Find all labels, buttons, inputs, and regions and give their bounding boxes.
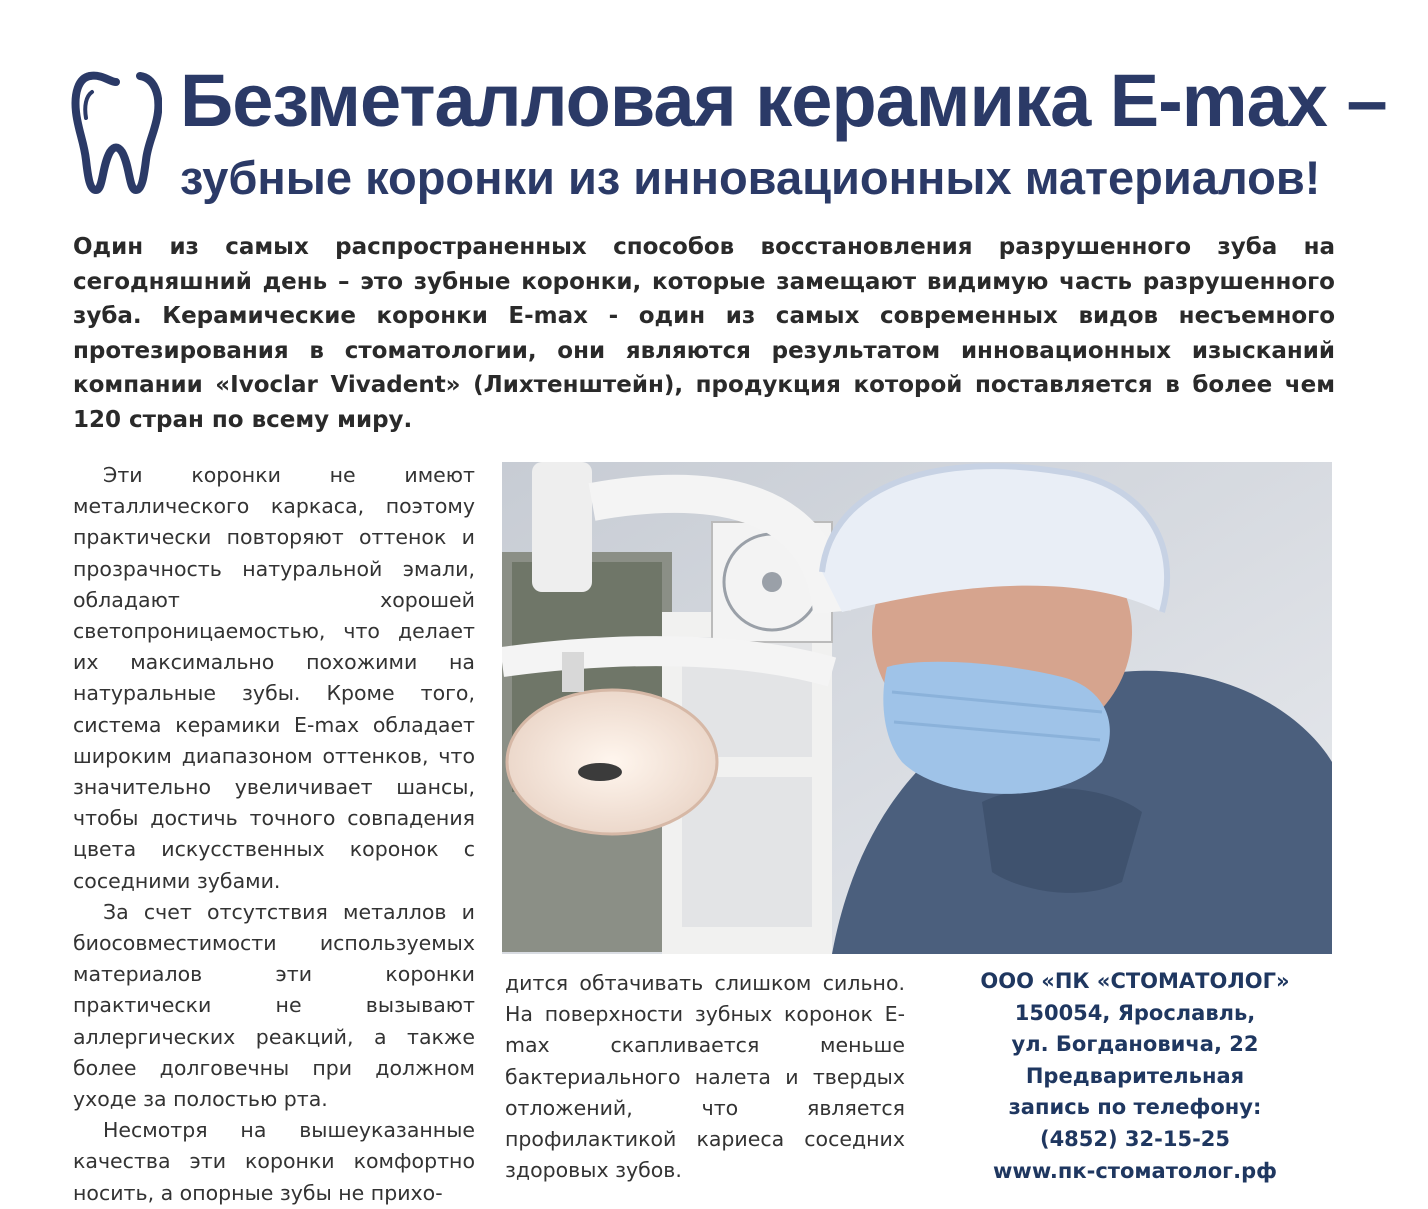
dentist-photo	[502, 462, 1332, 954]
phone-number[interactable]: (4852) 32-15-25	[1039, 1126, 1231, 1151]
body-paragraph-3-end: дится обтачивать слишком сильно. На поверхности зубных коронок E-max скапливается меньше бактериального налета и твердых отложений, что является профилактикой кариеса соседних здоровых зубов.	[505, 971, 905, 1183]
tooth-logo	[70, 68, 162, 196]
address-line-2: ул. Богдановича, 22	[1011, 1032, 1259, 1057]
company-name: ООО «ПК «СТОМАТОЛОГ»	[980, 969, 1290, 993]
website-link[interactable]: www.пк-стоматолог.рф	[993, 1158, 1277, 1183]
photo-illustration	[502, 462, 1332, 954]
body-column-left	[73, 460, 475, 1209]
body-paragraph-3-start: Несмотря на вышеуказанные качества эти коронки комфортно носить, а опорные зубы не прихо-	[73, 1118, 475, 1205]
body-paragraph-1: Эти коронки не имеют металлического каркаса, поэтому практически повторяют оттенок и прозрачность натуральной эмали, обладают хорошей светопроницаемостью, что делает их максимально похожими на натуральные зубы. Кроме того, система керамики E-max обладает широким диапазоном оттенков, что значительно увеличивает шансы, чтобы достичь точного совпадения цвета искусственных коронок с соседними зубами.	[73, 463, 475, 893]
body-column-middle	[505, 968, 905, 1186]
tooth-icon	[70, 68, 162, 196]
body-paragraph-2: За счет отсутствия металлов и биосовместимости используемых материалов эти коронки практически не вызывают аллергических реакций, а также более долговечны при должном уходе за полостью рта.	[73, 899, 475, 1112]
article-subtitle: зубные коронки из инновационных материалов!	[180, 151, 1321, 204]
contact-block	[935, 966, 1335, 1187]
booking-line-2: запись по телефону:	[1008, 1095, 1262, 1120]
article-title: Безметалловая керамика E-max –	[180, 59, 1387, 142]
booking-line-1: Предварительная	[1025, 1063, 1245, 1088]
lead-paragraph: Один из самых распространенных способов восстановления разрушенного зуба на сегодняшний день – это зубные коронки, которые замещают видимую часть разрушенного зуба. Керамические коронки E-max - один из самых современных видов несъемного протезирования в стоматологии, они являются результатом инновационных изысканий компании «Ivoclar Vivadent» (Лихтенштейн), продукция которой поставляется в более чем 120 стран по всему миру.	[73, 234, 1335, 433]
address-line-1: 150054, Ярославль,	[1014, 1000, 1256, 1025]
